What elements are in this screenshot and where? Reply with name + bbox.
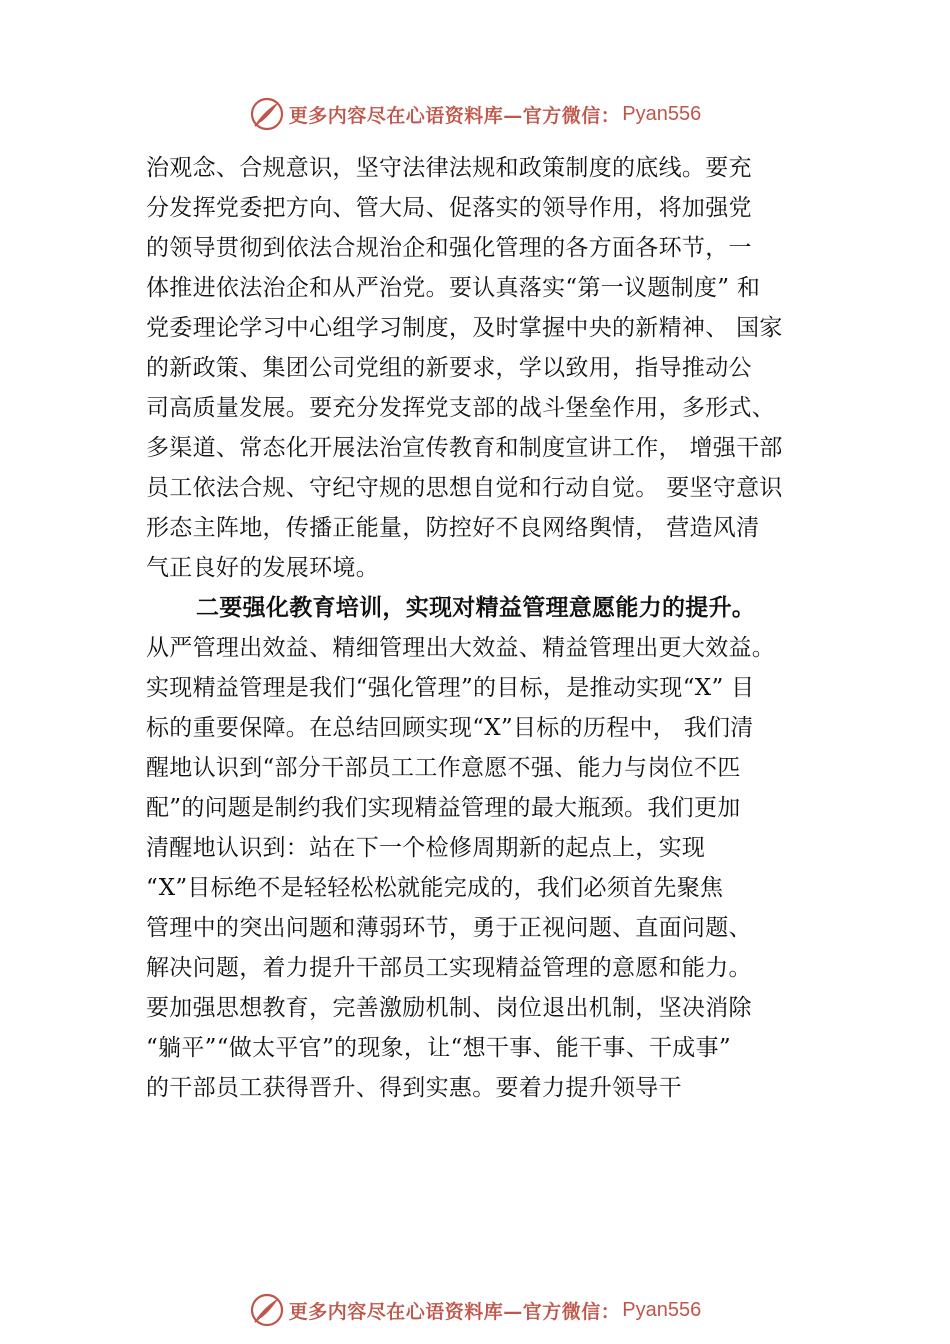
quill-logo-icon: [249, 96, 285, 132]
text-line: “X”目标绝不是轻轻松松就能完成的，我们必须首先聚焦: [146, 875, 724, 901]
text-line: 治观念、合规意识，坚守法律法规和政策制度的底线。要充: [146, 155, 752, 181]
text-line: 配”的问题是制约我们实现精益管理的最大瓶颈。我们更加: [146, 795, 741, 821]
banner-text: 更多内容尽在心语资料库—官方微信：: [288, 104, 621, 127]
footer-banner: [0, 1290, 950, 1330]
banner-wechat-id: Pyan556: [622, 102, 702, 125]
text-line: 形态主阵地，传播正能量，防控好不良网络舆情， 营造风清: [146, 515, 760, 541]
text-line: 从严管理出效益、精细管理出大效益、精益管理出更大效益。: [146, 635, 776, 661]
text-line: 标的重要保障。在总结回顾实现“X”目标的历程中， 我们清: [146, 715, 754, 741]
text-line: 气正良好的发展环境。: [146, 555, 379, 581]
text-line: 司高质量发展。要充分发挥党支部的战斗堡垒作用，多形式、: [146, 395, 776, 421]
quill-logo-icon: [249, 1292, 285, 1328]
text-line: 的干部员工获得晋升、得到实惠。要着力提升领导干: [146, 1075, 682, 1101]
text-line: 多渠道、常态化开展法治宣传教育和制度宣讲工作， 增强干部: [146, 435, 783, 461]
document-body: [146, 148, 826, 1108]
text-line: 党委理论学习中心组学习制度，及时掌握中央的新精神、 国家: [146, 315, 783, 341]
text-line: 分发挥党委把方向、管大局、促落实的领导作用，将加强党: [146, 195, 752, 221]
text-line: 员工依法合规、守纪守规的思想自觉和行动自觉。 要坚守意识: [146, 475, 783, 501]
text-line: 体推进依法治企和从严治党。要认真落实“第一议题制度” 和: [146, 275, 761, 301]
banner-wechat-id: Pyan556: [622, 1298, 702, 1321]
text-line: 要加强思想教育，完善激励机制、岗位退出机制，坚决消除: [146, 995, 752, 1021]
banner-text: 更多内容尽在心语资料库—官方微信：: [288, 1300, 621, 1323]
text-line: “躺平”“做太平官”的现象，让“想干事、能干事、干成事”: [146, 1035, 731, 1061]
text-line: 实现精益管理是我们“强化管理”的目标，是推动实现“X” 目: [146, 675, 755, 701]
text-line: 解决问题，着力提升干部员工实现精益管理的意愿和能力。: [146, 955, 752, 981]
text-line: 醒地认识到“部分干部员工工作意愿不强、能力与岗位不匹: [146, 755, 741, 781]
text-line: 管理中的突出问题和薄弱环节，勇于正视问题、直面问题、: [146, 915, 752, 941]
section-heading: 二要强化教育培训，实现对精益管理意愿能力的提升。: [196, 595, 756, 621]
text-line: 的领导贯彻到依法合规治企和强化管理的各方面各环节，一: [146, 235, 752, 261]
header-banner: [0, 94, 950, 134]
text-line: 的新政策、集团公司党组的新要求，学以致用，指导推动公: [146, 355, 752, 381]
text-line: 清醒地认识到：站在下一个检修周期新的起点上，实现: [146, 835, 706, 861]
